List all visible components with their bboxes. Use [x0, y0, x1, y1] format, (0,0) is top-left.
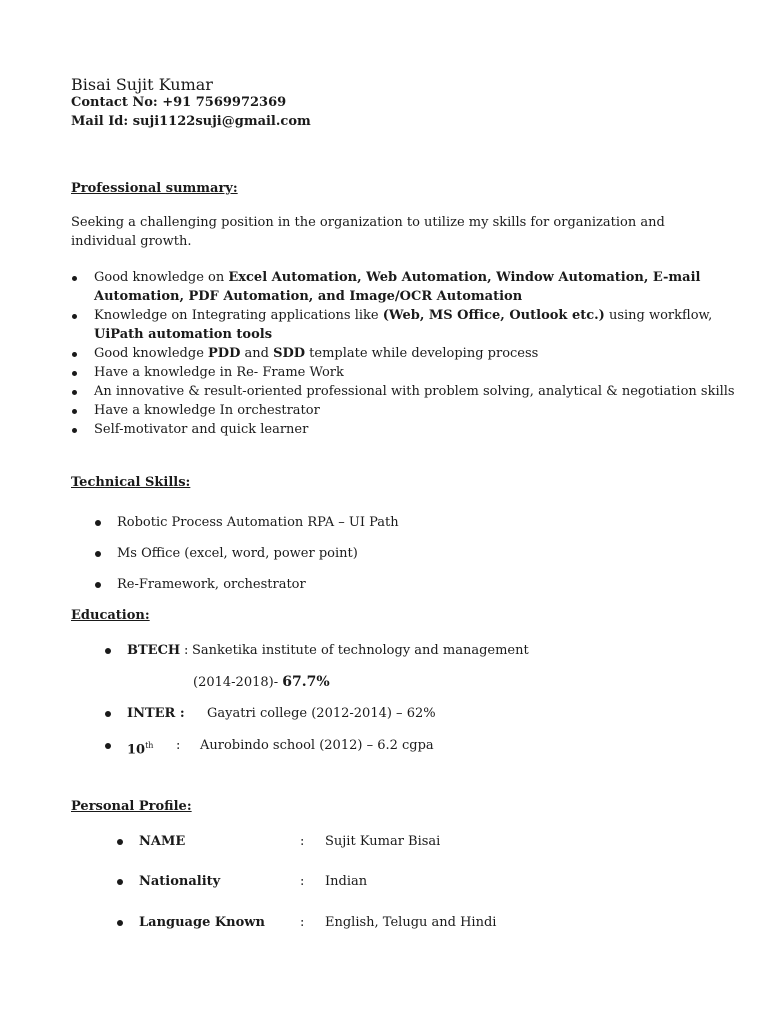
degree-label: BTECH	[127, 643, 181, 658]
profile-heading: Personal Profile:	[71, 799, 192, 814]
text: Knowledge on Integrating applications like	[94, 308, 383, 323]
bullet-icon	[72, 371, 77, 376]
text: using workflow,	[604, 308, 713, 323]
skills-heading: Technical Skills:	[71, 475, 191, 490]
bold-text: (Web, MS Office, Outlook etc.)	[382, 308, 605, 323]
bullet-icon	[105, 743, 111, 749]
education-btech-institute: Sanketika institute of technology and management	[192, 643, 529, 658]
bold-text: SDD	[273, 346, 306, 361]
summary-bullet-2	[94, 307, 712, 325]
text: template while developing process	[305, 346, 539, 361]
contact-value: +91 7569972369	[162, 95, 287, 110]
text: Good knowledge on	[94, 270, 229, 285]
bullet-icon	[95, 551, 101, 557]
skill-item: Re-Framework, orchestrator	[117, 577, 306, 592]
bold-text: UiPath automation tools	[94, 327, 273, 342]
superscript: th	[145, 741, 154, 750]
summary-bullet-5: An innovative & result-oriented professional with problem solving, analytical & negotiation skills	[94, 384, 735, 399]
education-tenth-text: Aurobindo school (2012) – 6.2 cgpa	[200, 738, 434, 753]
profile-value: English, Telugu and Hindi	[325, 915, 497, 930]
bullet-icon	[105, 648, 111, 654]
education-inter-text: Gayatri college (2012-2014) – 62%	[207, 706, 436, 721]
degree-label: 10	[127, 742, 146, 758]
bullet-icon	[72, 276, 77, 281]
summary-intro-line2: individual growth.	[71, 234, 192, 249]
summary-bullet-3	[94, 345, 538, 363]
profile-sep: :	[300, 915, 305, 930]
mail-label: Mail Id:	[71, 114, 133, 129]
label-text: Language Known	[139, 915, 265, 930]
profile-sep: :	[300, 874, 305, 889]
bold-text: Automation, PDF Automation, and Image/OCR Automation	[94, 289, 523, 304]
profile-value: Sujit Kumar Bisai	[325, 834, 441, 849]
profile-label	[139, 873, 220, 891]
education-inter-label	[127, 705, 185, 723]
education-tenth-sep: :	[176, 738, 181, 753]
bullet-icon	[95, 520, 101, 526]
education-btech-label	[127, 642, 180, 660]
bullet-icon	[117, 920, 123, 926]
bullet-icon	[72, 409, 77, 414]
contact-number	[71, 95, 286, 110]
years: (2014-2018)-	[193, 675, 283, 690]
education-tenth-label	[127, 737, 153, 759]
summary-bullet-1	[94, 269, 700, 287]
bullet-icon	[95, 582, 101, 588]
bullet-icon	[72, 428, 77, 433]
bullet-icon	[72, 390, 77, 395]
profile-value: Indian	[325, 874, 368, 889]
summary-bullet-2-cont	[94, 326, 272, 344]
bullet-icon	[117, 879, 123, 885]
summary-bullet-6: Have a knowledge In orchestrator	[94, 403, 320, 418]
education-btech-sep: :	[184, 643, 189, 658]
education-btech-score	[193, 673, 330, 692]
text: Good knowledge	[94, 346, 209, 361]
skill-item: Robotic Process Automation RPA – UI Path	[117, 515, 399, 530]
education-heading: Education:	[71, 608, 150, 623]
profile-sep: :	[300, 834, 305, 849]
contact-label: Contact No:	[71, 95, 163, 110]
profile-label	[139, 914, 265, 932]
skill-item: Ms Office (excel, word, power point)	[117, 546, 358, 561]
summary-bullet-1-cont	[94, 288, 522, 306]
mail-id	[71, 114, 311, 129]
label-text: Nationality	[139, 874, 221, 889]
bullet-icon	[105, 711, 111, 717]
bullet-icon	[72, 352, 77, 357]
text: and	[240, 346, 274, 361]
summary-bullet-4: Have a knowledge in Re- Frame Work	[94, 365, 344, 380]
bold-text: Excel Automation, Web Automation, Window Automation, E-mail	[228, 270, 701, 285]
degree-label: INTER :	[127, 706, 185, 721]
summary-bullet-7: Self-motivator and quick learner	[94, 422, 309, 437]
summary-intro-line1: Seeking a challenging position in the organization to utilize my skills for organization and	[71, 215, 665, 230]
bullet-icon	[72, 314, 77, 319]
bullet-icon	[117, 839, 123, 845]
candidate-name: Bisai Sujit Kumar	[71, 75, 213, 94]
profile-label	[139, 833, 185, 851]
bold-text: PDD	[208, 346, 241, 361]
summary-heading: Professional summary:	[71, 181, 238, 196]
label-text: NAME	[139, 834, 186, 849]
score: 67.7%	[282, 674, 330, 690]
mail-value: suji1122suji@gmail.com	[132, 114, 311, 129]
